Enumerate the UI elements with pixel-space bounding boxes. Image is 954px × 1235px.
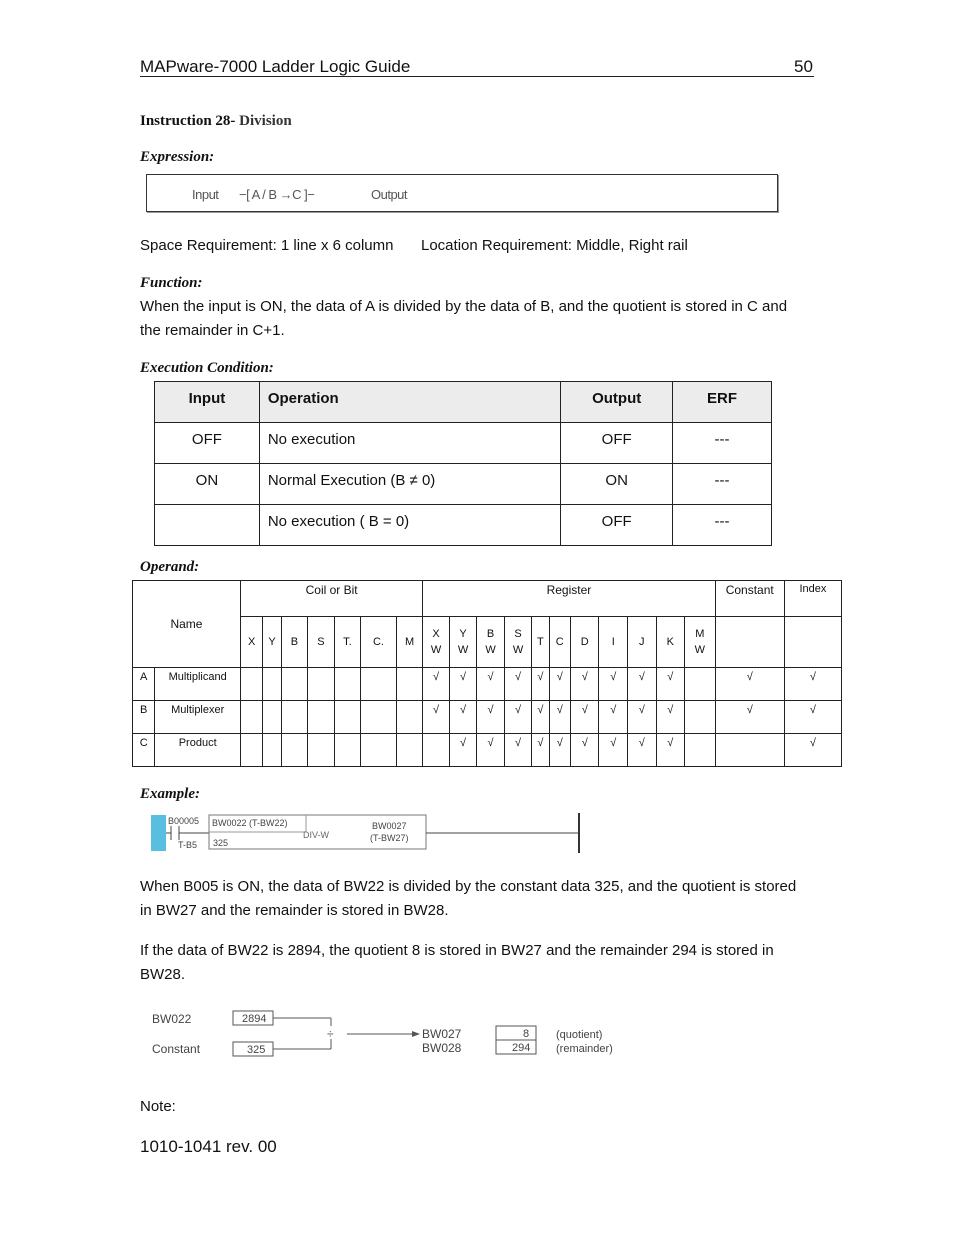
operand-row-id: C — [133, 734, 155, 767]
operand-constant-cell: √ — [715, 668, 784, 701]
operand-check-cell: √ — [570, 734, 599, 767]
table-row — [133, 734, 842, 767]
operand-check-cell: √ — [449, 734, 477, 767]
location-requirement: Location Requirement: Middle, Right rail — [421, 237, 688, 254]
operand-column-header — [685, 617, 716, 668]
table-row — [155, 505, 772, 546]
operand-check-cell — [396, 668, 422, 701]
operand-check-cell — [308, 734, 334, 767]
operand-column-header — [263, 617, 281, 668]
operand-column-header — [656, 617, 685, 668]
operand-check-cell — [685, 701, 716, 734]
operand-row-id: A — [133, 668, 155, 701]
operand-column-header — [628, 617, 657, 668]
operand-check-cell: √ — [599, 701, 628, 734]
operand-check-cell: √ — [532, 701, 549, 734]
operand-index-cell: √ — [784, 668, 841, 701]
table-row — [133, 668, 842, 701]
operand-check-cell: √ — [477, 668, 505, 701]
exec-cell: Normal Execution (B ≠ 0) — [259, 464, 560, 505]
space-requirement: Space Requirement: 1 line x 6 column — [140, 237, 394, 254]
operand-check-cell — [263, 701, 281, 734]
exec-header-output: Output — [561, 382, 673, 423]
page-footer: 1010-1041 rev. 00 — [140, 1137, 277, 1156]
operand-column-header — [281, 617, 307, 668]
div-constant: 325 — [213, 838, 229, 848]
operand-check-cell: √ — [504, 668, 532, 701]
operand-column-header-text: T — [537, 636, 544, 648]
operand-check-cell: √ — [570, 668, 599, 701]
group-register: Register — [423, 581, 715, 617]
operand-header-constant-cell — [715, 617, 784, 668]
example-paragraph-2: If the data of BW22 is 2894, the quotient 8 is stored in BW27 and the remainder 294 is stored in BW28. — [140, 942, 774, 983]
operand-column-header-text: W — [485, 644, 496, 656]
operand-column-header-text: J — [639, 636, 645, 648]
operand-check-cell: √ — [656, 701, 685, 734]
operand-column-header-text: Y — [459, 628, 467, 640]
operand-check-cell: √ — [423, 668, 449, 701]
exec-header-input: Input — [155, 382, 260, 423]
page-number: 50 — [794, 57, 813, 76]
ladder-left-rail — [151, 815, 166, 851]
operand-check-cell: √ — [628, 668, 657, 701]
diagram-src-value: 2894 — [242, 1013, 267, 1025]
operand-column-header-text: I — [611, 636, 615, 648]
operand-check-cell: √ — [599, 668, 628, 701]
operand-column-header-text: W — [694, 644, 705, 656]
operand-check-cell — [685, 668, 716, 701]
operand-check-cell — [396, 734, 422, 767]
operand-check-cell — [423, 734, 449, 767]
operand-check-cell — [308, 668, 334, 701]
exec-cell: OFF — [155, 423, 260, 464]
table-row — [133, 701, 842, 734]
operand-check-cell — [240, 701, 262, 734]
operand-index-cell: √ — [784, 734, 841, 767]
diagram-r-label: BW028 — [422, 1041, 462, 1055]
operand-check-cell — [334, 668, 360, 701]
exec-cell: --- — [673, 464, 772, 505]
operand-column-header — [396, 617, 422, 668]
contact-address: B00005 — [168, 816, 200, 826]
execution-label: Execution Condition: — [140, 360, 274, 376]
expression-label: Expression: — [140, 149, 215, 165]
exec-header-erf: ERF — [673, 382, 772, 423]
operand-column-header — [449, 617, 477, 668]
operand-column-header — [504, 617, 532, 668]
operand-check-cell — [361, 668, 397, 701]
operand-column-header — [599, 617, 628, 668]
operand-check-cell: √ — [477, 701, 505, 734]
operand-index-cell: √ — [784, 701, 841, 734]
operand-column-header — [532, 617, 549, 668]
operand-check-cell: √ — [656, 668, 685, 701]
table-row — [155, 423, 772, 464]
div-opcode: DIV-W — [303, 830, 329, 840]
exec-cell: No execution — [259, 423, 560, 464]
operand-check-cell: √ — [532, 668, 549, 701]
exec-cell: No execution ( B = 0) — [259, 505, 560, 546]
operand-check-cell: √ — [532, 734, 549, 767]
div-source: BW0022 (T-BW22) — [212, 818, 288, 828]
instruction-title — [140, 113, 292, 130]
operand-column-header-text: C. — [372, 636, 384, 648]
operand-check-cell: √ — [628, 701, 657, 734]
group-index: Index — [784, 581, 841, 617]
group-coil: Coil or Bit — [240, 581, 422, 617]
exec-cell: OFF — [561, 423, 673, 464]
operand-check-cell — [263, 734, 281, 767]
header-rule — [140, 76, 814, 77]
operand-group-header-row — [133, 581, 842, 617]
operand-row-id: B — [133, 701, 155, 734]
expression-input: Input — [192, 187, 219, 202]
operand-check-cell: √ — [504, 734, 532, 767]
operand-check-cell: √ — [549, 668, 570, 701]
operand-check-cell: √ — [549, 701, 570, 734]
div-dest: BW0027 — [372, 821, 407, 831]
contact-tag: T-B5 — [178, 840, 198, 850]
operand-column-header — [240, 617, 262, 668]
diagram-q-value: 8 — [523, 1028, 530, 1040]
diagram-q-box — [496, 1026, 536, 1040]
function-text: When the input is ON, the data of A is divided by the data of B, and the quotient is stored in C and the remainder in C+1. — [140, 298, 788, 339]
operand-check-cell — [334, 701, 360, 734]
operand-label: Operand: — [140, 559, 200, 575]
division-result-diagram — [150, 1008, 640, 1068]
operand-header-index-cell — [784, 617, 841, 668]
page-header-title: MAPware-7000 Ladder Logic Guide — [140, 57, 411, 76]
operand-column-header — [549, 617, 570, 668]
diagram-r-note: (remainder) — [556, 1043, 613, 1055]
operand-check-cell: √ — [477, 734, 505, 767]
operand-column-header — [423, 617, 449, 668]
operand-constant-cell — [715, 734, 784, 767]
operand-column-header-text: Y — [268, 636, 276, 648]
operand-column-header-text: K — [666, 636, 674, 648]
operand-check-cell: √ — [449, 668, 477, 701]
instruction-name: Division — [239, 113, 292, 129]
operand-check-cell — [263, 668, 281, 701]
operand-column-header — [361, 617, 397, 668]
operand-check-cell — [308, 701, 334, 734]
operand-column-header-text: B — [486, 628, 495, 640]
example-paragraph-1: When B005 is ON, the data of BW22 is divided by the constant data 325, and the quotient is stored in BW27 and the remainder is stored in BW28. — [140, 878, 797, 919]
expression-formula: −[ A / B →C ]− — [239, 187, 315, 202]
operand-check-cell: √ — [549, 734, 570, 767]
operand-check-cell — [240, 734, 262, 767]
operand-column-header-text: M — [404, 636, 415, 648]
diagram-src-label: BW022 — [152, 1012, 192, 1026]
operand-constant-cell: √ — [715, 701, 784, 734]
expression-box — [146, 174, 778, 212]
diagram-const-label: Constant — [152, 1042, 201, 1056]
operand-row-name: Product — [155, 734, 241, 767]
exec-cell: ON — [155, 464, 260, 505]
operand-check-cell: √ — [449, 701, 477, 734]
operand-row-name: Multiplexer — [155, 701, 241, 734]
table-row — [155, 464, 772, 505]
operand-table — [132, 580, 842, 767]
operand-check-cell: √ — [423, 701, 449, 734]
expression-output: Output — [371, 187, 408, 202]
exec-cell: --- — [673, 505, 772, 546]
operand-check-cell — [361, 701, 397, 734]
operand-check-cell — [240, 668, 262, 701]
operand-check-cell — [396, 701, 422, 734]
operand-column-header-text: W — [512, 644, 524, 656]
operand-check-cell — [361, 734, 397, 767]
operand-column-header-text: S — [514, 628, 522, 640]
operand-column-header-text: C — [555, 636, 564, 648]
diagram-q-note: (quotient) — [556, 1029, 603, 1041]
operand-check-cell — [281, 701, 307, 734]
operand-column-header-text: B — [290, 636, 299, 648]
execution-header-row — [155, 382, 772, 423]
diagram-q-label: BW027 — [422, 1027, 462, 1041]
operand-check-cell: √ — [504, 701, 532, 734]
exec-cell: --- — [673, 423, 772, 464]
operand-column-header-text: T. — [343, 636, 352, 648]
operand-name-header: Name — [133, 581, 241, 668]
instruction-number: Instruction 28- — [140, 113, 236, 129]
diagram-divide-sign: ÷ — [327, 1027, 334, 1041]
operand-column-header-text: W — [430, 644, 442, 656]
exec-header-operation: Operation — [259, 382, 560, 423]
ladder-example-diagram — [151, 813, 591, 853]
operand-column-header — [477, 617, 505, 668]
operand-check-cell: √ — [599, 734, 628, 767]
execution-table — [154, 381, 772, 546]
operand-column-header-text: S — [317, 636, 325, 648]
operand-column-header-text: D — [580, 636, 589, 648]
operand-column-header — [570, 617, 599, 668]
exec-cell: OFF — [561, 505, 673, 546]
operand-row-name: Multiplicand — [155, 668, 241, 701]
operand-column-header-text: M — [695, 628, 705, 640]
exec-cell: ON — [561, 464, 673, 505]
diagram-arrowhead — [412, 1031, 420, 1037]
div-dest-tag: (T-BW27) — [370, 833, 409, 843]
exec-cell — [155, 505, 260, 546]
operand-check-cell: √ — [656, 734, 685, 767]
operand-column-header-text: X — [432, 628, 440, 640]
group-constant: Constant — [715, 581, 784, 617]
operand-check-cell — [281, 668, 307, 701]
operand-column-header-text: W — [457, 644, 469, 656]
operand-column-header — [334, 617, 360, 668]
diagram-r-value: 294 — [512, 1042, 531, 1054]
operand-check-cell — [334, 734, 360, 767]
operand-check-cell — [281, 734, 307, 767]
example-label: Example: — [140, 786, 200, 802]
diagram-const-value: 325 — [247, 1044, 266, 1056]
operand-check-cell — [685, 734, 716, 767]
note-label: Note: — [140, 1098, 176, 1115]
operand-column-header-text: X — [248, 636, 256, 648]
operand-check-cell: √ — [628, 734, 657, 767]
function-label: Function: — [140, 275, 203, 291]
operand-column-header — [308, 617, 334, 668]
operand-check-cell: √ — [570, 701, 599, 734]
